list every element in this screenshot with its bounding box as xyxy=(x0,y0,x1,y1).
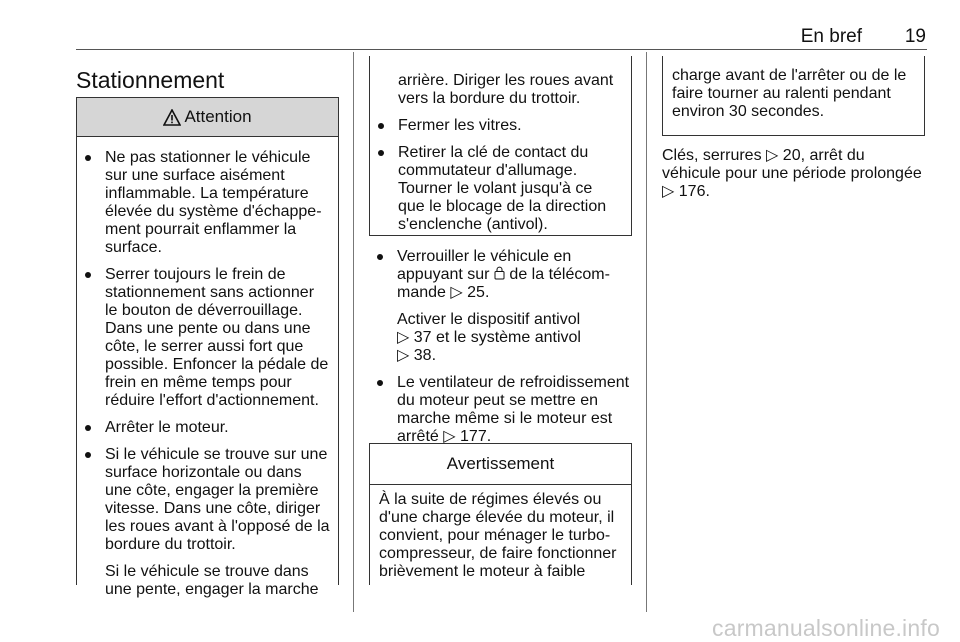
text-line: Si le véhicule se trouve dans xyxy=(105,563,309,580)
text-line xyxy=(662,147,927,165)
text-line: Ne pas stationner le véhicule xyxy=(105,149,311,166)
text-line: les roues avant à l'opposé de la xyxy=(105,518,330,535)
text-line: À la suite de régimes élevés ou xyxy=(379,491,602,508)
attention-bullet-4 xyxy=(81,446,338,554)
lock-vehicle-bullet xyxy=(373,248,635,302)
column-divider-right xyxy=(646,52,647,612)
triangle-ref-icon: ▷ xyxy=(450,284,463,301)
text-fragment: de la télécom- xyxy=(509,266,610,283)
text-line: Arrêter le moteur. xyxy=(105,419,229,436)
text-line xyxy=(397,266,635,284)
text-line: frein en même temps pour xyxy=(105,374,292,391)
text-line: réduire l'effort d'actionnement. xyxy=(105,392,319,409)
text-line: ment pourrait enflammer la xyxy=(105,221,297,238)
attention-title-text: Attention xyxy=(184,107,252,126)
lock-icon xyxy=(494,266,505,280)
text-line: vers la bordure du trottoir. xyxy=(398,90,581,107)
text-line: surface. xyxy=(105,239,162,256)
text-line: surface horizontale ou dans xyxy=(105,464,302,481)
text-line: Dans une pente ou dans une xyxy=(105,320,311,337)
text-line: sur une surface aisément xyxy=(105,167,285,184)
attention-box xyxy=(76,97,339,598)
text-line: Activer le dispositif antivol xyxy=(397,311,581,328)
header-page-number: 19 xyxy=(904,26,926,47)
header-section-title: En bref xyxy=(800,26,862,47)
section-heading: Stationnement xyxy=(76,67,225,93)
text-line: commutateur d'allumage. xyxy=(398,162,578,179)
page-ref: 176. xyxy=(678,183,710,200)
text-line: faire tourner au ralenti pendant xyxy=(672,85,891,102)
text-line: s'enclenche (antivol). xyxy=(398,216,548,233)
triangle-ref-icon: ▷ xyxy=(443,428,456,445)
attention-box-continued xyxy=(369,56,632,236)
text-line: du moteur peut se mettre en xyxy=(397,392,598,409)
column-divider-left xyxy=(353,52,354,612)
text-fragment: Clés, serrures xyxy=(662,147,762,164)
text-line: compresseur, de faire fonctionner xyxy=(379,545,617,562)
text-line: une côte, engager la première xyxy=(105,482,319,499)
warning-continued-body xyxy=(663,56,924,121)
text-line: marche même si le moteur est xyxy=(397,410,613,427)
text-line: possible. Enfoncer la pédale de xyxy=(105,356,329,373)
text-line: Tourner le volant jusqu'à ce xyxy=(398,180,593,197)
text-line: bordure du trottoir. xyxy=(105,536,236,553)
cross-references xyxy=(662,147,927,201)
text-fragment: mande xyxy=(397,284,446,301)
warning-box xyxy=(369,443,632,585)
text-line: Serrer toujours le frein de xyxy=(105,266,286,283)
triangle-ref-icon: ▷ xyxy=(397,347,410,364)
page-ref: 25. xyxy=(467,284,490,301)
continued-box-body xyxy=(370,56,631,234)
continued-paragraph xyxy=(374,72,631,108)
text-line: Verrouiller le véhicule en xyxy=(397,248,572,265)
antivol-paragraph xyxy=(373,311,635,365)
page-ref: 177. xyxy=(460,428,492,445)
continued-bullet-2 xyxy=(374,144,631,234)
text-line: vitesse. Dans une côte, diriger xyxy=(105,500,321,517)
warning-box-title: Avertissement xyxy=(370,444,631,485)
text-line: le bouton de déverrouillage. xyxy=(105,302,303,319)
text-line: une pente, engager la marche xyxy=(105,581,319,598)
text-fragment: 20, arrêt du xyxy=(782,147,865,164)
text-line: environ 30 secondes. xyxy=(672,103,825,120)
text-fragment: arrêté xyxy=(397,428,439,445)
text-line: brièvement le moteur à faible xyxy=(379,563,586,580)
text-line xyxy=(397,284,635,302)
warning-triangle-icon xyxy=(163,109,181,126)
header-rule xyxy=(76,49,927,50)
text-line: Si le véhicule se trouve sur une xyxy=(105,446,328,463)
text-fragment: appuyant sur xyxy=(397,266,490,283)
text-line: convient, pour ménager le turbo- xyxy=(379,527,611,544)
text-line: côte, le serrer aussi fort que xyxy=(105,338,304,355)
text-line xyxy=(662,183,927,201)
text-line: véhicule pour une période prolongée xyxy=(662,165,922,182)
triangle-ref-icon: ▷ xyxy=(662,183,675,200)
attention-bullet-1 xyxy=(81,149,338,257)
warning-box-continued xyxy=(662,56,925,136)
attention-box-title xyxy=(77,98,338,137)
fan-bullet xyxy=(373,374,635,446)
text-line xyxy=(397,347,635,365)
watermark: carmanualsonline.info xyxy=(712,615,940,641)
text-line: élevée du système d'échappe- xyxy=(105,203,322,220)
text-line: Fermer les vitres. xyxy=(398,117,522,134)
page-ref: 37 et le système antivol xyxy=(413,329,581,346)
attention-bullet-2 xyxy=(81,266,338,410)
text-line: stationnement sans actionner xyxy=(105,284,315,301)
triangle-ref-icon: ▷ xyxy=(397,329,410,346)
warning-box-body xyxy=(370,485,631,581)
attention-bullet-3 xyxy=(81,419,338,437)
text-line: arrière. Diriger les roues avant xyxy=(398,72,614,89)
text-line: d'une charge élevée du moteur, il xyxy=(379,509,615,526)
text-line: charge avant de l'arrêter ou de le xyxy=(672,67,907,84)
triangle-ref-icon: ▷ xyxy=(766,147,779,164)
attention-box-body xyxy=(77,137,338,599)
text-line: inflammable. La température xyxy=(105,185,309,202)
text-line xyxy=(397,329,635,347)
page-ref: 38. xyxy=(413,347,437,364)
text-line: Retirer la clé de contact du xyxy=(398,144,589,161)
continued-bullet-1 xyxy=(374,117,631,135)
attention-continuation xyxy=(81,563,338,599)
text-line: Le ventilateur de refroidissement xyxy=(397,374,630,391)
middle-list xyxy=(373,248,635,455)
text-line: que le blocage de la direction xyxy=(398,198,607,215)
